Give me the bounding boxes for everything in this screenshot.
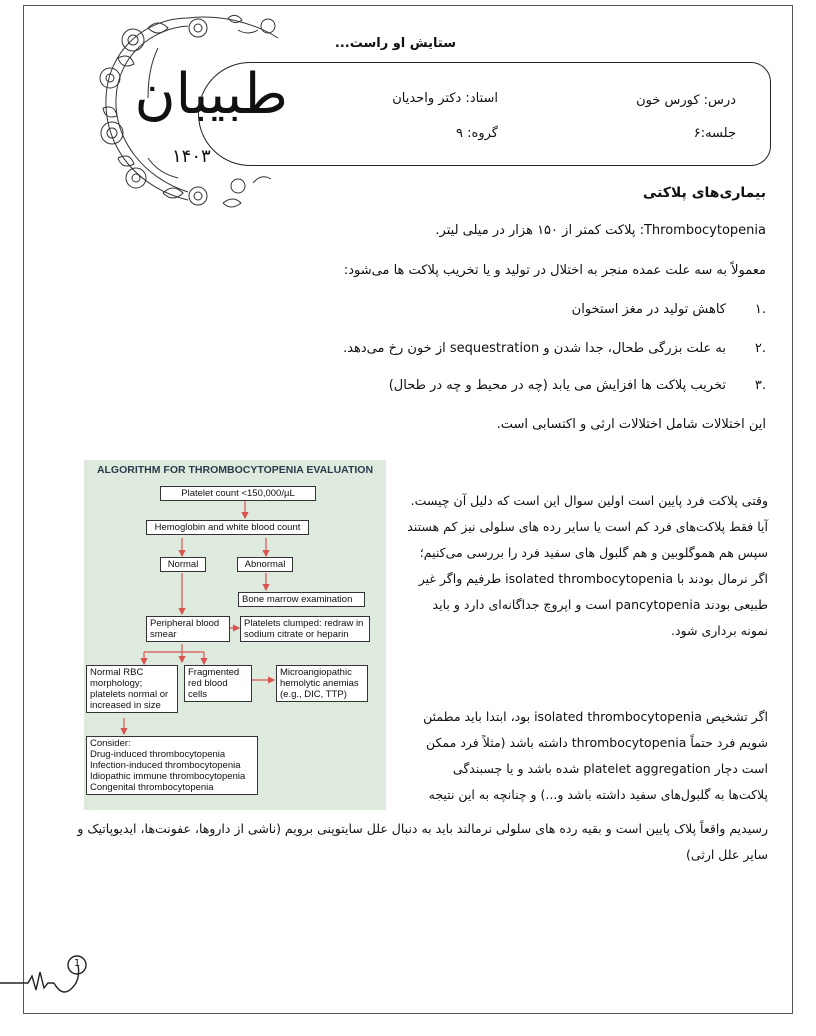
- fragmented-rbc-box: Fragmented red blood cells: [184, 665, 252, 702]
- list-item: .۲به علت بزرگی طحال، جدا شدن و sequestration از خون رخ می‌دهد.: [343, 341, 766, 356]
- stethoscope-icon: [0, 950, 100, 1010]
- list-item: .۳تخریب پلاکت ها افزایش می یابد (چه در محیط و چه در طحال): [388, 378, 766, 393]
- teacher-label: استاد: دکتر واحدیان: [392, 91, 498, 106]
- hemoglobin-box: Hemoglobin and white blood count: [146, 520, 309, 535]
- peripheral-smear-box: Peripheral blood smear: [146, 616, 230, 642]
- bone-marrow-box: Bone marrow examination: [238, 592, 365, 607]
- list-item: .۱کاهش تولید در مغز استخوان: [571, 302, 766, 317]
- algorithm-figure: [84, 460, 386, 810]
- normal-rbc-box: Normal RBC morphology; platelets normal or increased in size: [86, 665, 178, 713]
- intro-text: معمولاً به سه علت عمده منجر به اختلال در تولید و یا تخریب پلاکت ها می‌شود:: [343, 263, 766, 278]
- section-title: بیماری‌های پلاکتی: [642, 185, 766, 201]
- praise-heading: ستایش او راست...: [334, 36, 456, 51]
- logo-year: ۱۴۰۳: [172, 146, 211, 167]
- normal-box: Normal: [160, 557, 206, 572]
- group-label: گروه: ۹: [456, 126, 498, 141]
- definition-term: Thrombocytopenia: [643, 223, 766, 238]
- definition-line: [435, 222, 766, 240]
- platelet-count-box: Platelet count <150,000/µL: [160, 486, 316, 501]
- paragraph-isolated: اگر تشخیص isolated thrombocytopenia بود، ابتدا باید مطمئن شویم فرد حتماً thrombocytopenia داشته باشد (مثلاً فرد ممکن است دچار platelet aggregation شده باشد و یا چسبندگی پلاکت‌ها به گلبول‌های سفید داشته باشد و...) و چنانچه به این نتیجه: [423, 709, 768, 802]
- abnormal-box: Abnormal: [237, 557, 293, 572]
- paragraph-conclusion: رسیدیم واقعاً پلاک پایین است و بقیه رده های سلولی نرمالند باید به دنبال علل سایتوپنی برویم (ناشی از داروها، عفونت‌ها، ایدیوپاتیک و سایر علل ارثی): [77, 821, 768, 862]
- consider-box: Consider: Drug-induced thrombocytopenia Infection-induced thrombocytopenia Idiopathic immune thrombocytopenia Congenital thrombocytopenia: [86, 736, 258, 795]
- logo-text: طبیبان: [134, 62, 288, 127]
- page-number: 1: [73, 958, 81, 969]
- paragraph-diagnosis: وقتی پلاکت فرد پایین است اولین سوال این است که دلیل آن چیست. آیا فقط پلاکت‌های فرد کم است یا سایر رده های سلولی نیز کم هستند سپس هم هموگلوبین و هم گلبول های سفید فرد را بررسی می‌کنیم؛ اگر نرمال بودند با isolated thrombocytopenia طرفیم واگر غیر طبیعی بودند pancytopenia است و اپروچ جداگانه‌ای دارد و باید نمونه برداری شود.: [407, 493, 768, 638]
- header-box: [198, 62, 771, 166]
- platelets-clumped-box: Platelets clumped: redraw in sodium citrate or heparin: [240, 616, 370, 642]
- session-label: جلسه:۶: [693, 126, 736, 141]
- microangiopathic-box: Microangiopathic hemolytic anemias (e.g., DIC, TTP): [276, 665, 368, 702]
- definition-text: : پلاکت کمتر از ۱۵۰ هزار در میلی لیتر.: [435, 223, 644, 238]
- algorithm-title: ALGORITHM FOR THROMBOCYTOPENIA EVALUATION: [96, 464, 374, 476]
- inherited-text: این اختلالات شامل اختلالات ارثی و اکتسابی است.: [496, 417, 766, 432]
- course-label: درس: کورس خون: [636, 93, 736, 108]
